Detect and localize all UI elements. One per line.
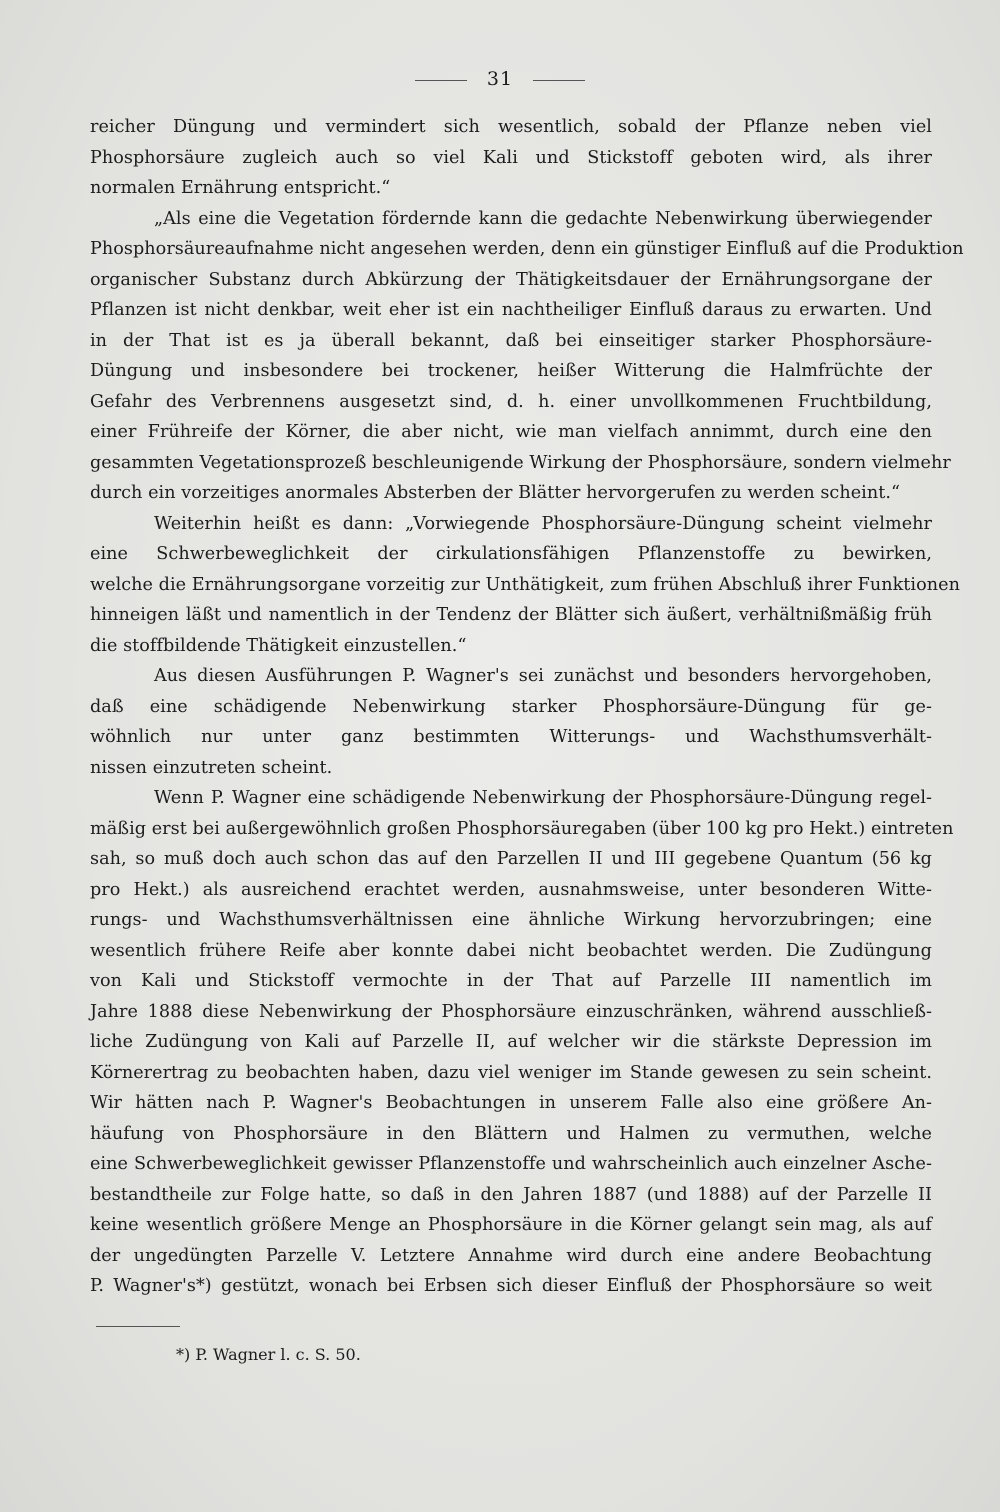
body-text: [90, 112, 964, 1302]
text-line: reicher Düngung und vermindert sich wesentlich, sobald der Pflanze neben viel: [90, 117, 932, 137]
text-line: von Kali und Stickstoff vermochte in der That auf Parzelle III namentlich im: [90, 971, 932, 991]
text-line: gesammten Vegetationsprozeß beschleunigende Wirkung der Phosphorsäure, sondern vielmehr: [90, 452, 951, 473]
text-line: rungs- und Wachsthumsverhältnissen eine ähnliche Wirkung hervorzubringen; eine: [90, 910, 932, 930]
text-line: nissen einzutreten scheint.: [90, 757, 333, 778]
text-line: häufung von Phosphorsäure in den Blättern und Halmen zu vermuthen, welche: [90, 1123, 932, 1144]
text-line: sah, so muß doch auch schon das auf den Parzellen II und III gegebene Quantum (56 kg: [90, 849, 932, 869]
text-line: Wenn P. Wagner eine schädigende Nebenwirkung der Phosphorsäure-Düngung regel-: [154, 788, 932, 808]
text-line: in der That ist es ja überall bekannt, daß bei einseitiger starker Phosphorsäure-: [90, 330, 932, 351]
text-line: mäßig erst bei außergewöhnlich großen Phosphorsäuregaben (über 100 kg pro Hekt.) eintreten: [90, 818, 954, 839]
text-line: welche die Ernährungsorgane vorzeitig zur Unthätigkeit, zum frühen Abschluß ihrer Funktionen: [90, 574, 960, 595]
text-line: eine Schwerbeweglichkeit der cirkulationsfähigen Pflanzenstoffe zu bewirken,: [90, 544, 932, 564]
text-line: einer Frühreife der Körner, die aber nicht, wie man vielfach annimmt, durch eine den: [90, 422, 932, 442]
header-rule-right: [533, 80, 585, 81]
text-line: pro Hekt.) als ausreichend erachtet werden, ausnahmsweise, unter besonderen Witte-: [90, 879, 932, 900]
text-line: Phosphorsäure zugleich auch so viel Kali und Stickstoff geboten wird, als ihrer: [90, 147, 932, 168]
text-line: Phosphorsäureaufnahme nicht angesehen werden, denn ein günstiger Einfluß auf die Produktion: [90, 239, 964, 259]
text-line: durch ein vorzeitiges anormales Absterben der Blätter hervorgerufen zu werden scheint.“: [90, 483, 901, 503]
text-line: Pflanzen ist nicht denkbar, weit eher ist ein nachtheiliger Einfluß daraus zu erwarten. Und: [90, 300, 932, 320]
text-line: Wir hätten nach P. Wagner's Beobachtungen in unserem Falle also eine größere An-: [90, 1093, 932, 1113]
text-line: Körnerertrag zu beobachten haben, dazu viel weniger im Stande gewesen zu sein scheint.: [90, 1062, 932, 1083]
text-line: Aus diesen Ausführungen P. Wagner's sei zunächst und besonders hervorgehoben,: [154, 666, 932, 686]
text-line: Weiterhin heißt es dann: „Vorwiegende Phosphorsäure-Düngung scheint vielmehr: [154, 513, 932, 534]
text-line: liche Zudüngung von Kali auf Parzelle II, auf welcher wir die stärkste Depression im: [90, 1032, 932, 1052]
text-line: eine Schwerbeweglichkeit gewisser Pflanzenstoffe und wahrscheinlich auch einzelner Asche-: [90, 1154, 932, 1174]
footnote: *) P. Wagner l. c. S. 50.: [176, 1345, 361, 1364]
text-line: Düngung und insbesondere bei trockener, heißer Witterung die Halmfrüchte der: [90, 361, 932, 381]
page-header: [0, 68, 1000, 90]
text-line: bestandtheile zur Folge hatte, so daß in den Jahren 1887 (und 1888) auf der Parzelle II: [90, 1184, 932, 1205]
footnote-divider: [96, 1326, 180, 1327]
text-line: normalen Ernährung entspricht.“: [90, 178, 391, 198]
page-number: 31: [486, 68, 514, 90]
text-line: wesentlich frühere Reife aber konnte dabei nicht beobachtet werden. Die Zudüngung: [90, 940, 932, 961]
text-line: Gefahr des Verbrennens ausgesetzt sind, d. h. einer unvollkommenen Fruchtbildung,: [90, 391, 932, 412]
text-line: wöhnlich nur unter ganz bestimmten Witterungs- und Wachsthumsverhält-: [90, 727, 932, 747]
text-line: daß eine schädigende Nebenwirkung starker Phosphorsäure-Düngung für ge-: [90, 696, 932, 717]
header-rule-left: [415, 80, 467, 81]
text-line: hinneigen läßt und namentlich in der Tendenz der Blätter sich äußert, verhältnißmäßig früh: [90, 605, 932, 625]
text-line: der ungedüngten Parzelle V. Letztere Annahme wird durch eine andere Beobachtung: [90, 1245, 932, 1266]
text-line: Jahre 1888 diese Nebenwirkung der Phosphorsäure einzuschränken, während ausschließ-: [90, 1001, 932, 1022]
text-line: P. Wagner's*) gestützt, wonach bei Erbsen sich dieser Einfluß der Phosphorsäure so weit: [90, 1276, 932, 1296]
text-line: keine wesentlich größere Menge an Phosphorsäure in die Körner gelangt sein mag, als auf: [90, 1215, 932, 1235]
text-line: die stoffbildende Thätigkeit einzustellen.“: [90, 635, 467, 656]
text-line: organischer Substanz durch Abkürzung der Thätigkeitsdauer der Ernährungsorgane der: [90, 269, 932, 290]
text-line: „Als eine die Vegetation fördernde kann die gedachte Nebenwirkung überwiegender: [154, 208, 932, 229]
